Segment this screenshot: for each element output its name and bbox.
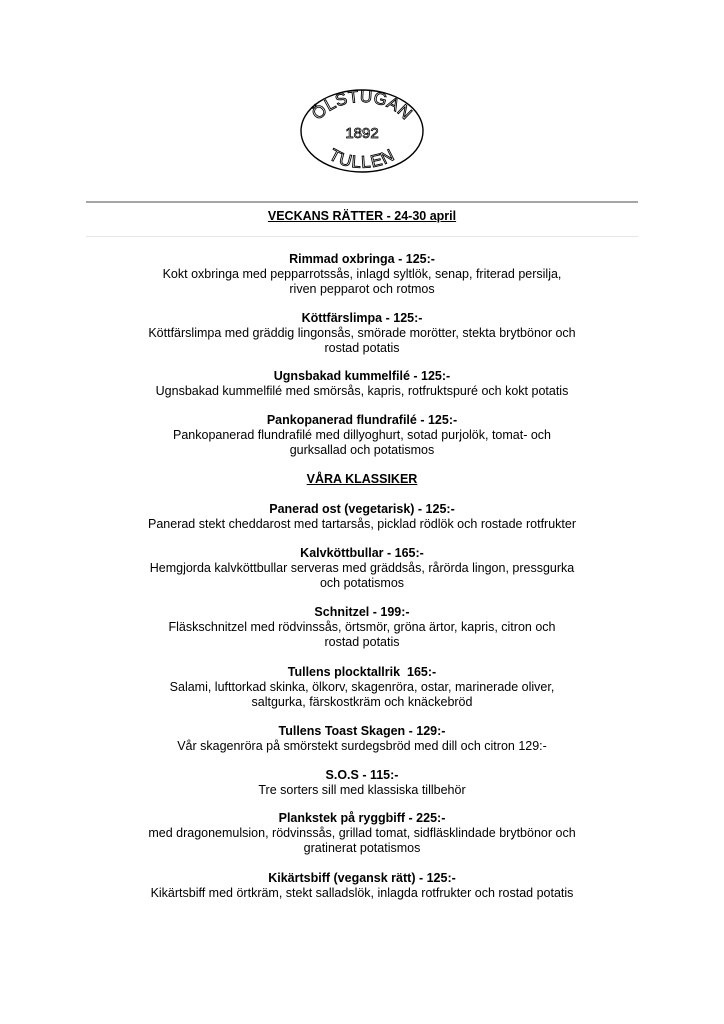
dish-price: - 225:- <box>405 811 446 825</box>
dish-description: Salami, lufttorkad skinka, ölkorv, skagenröra, ostar, marinerade oliver, <box>169 680 555 694</box>
dish-name: Tullens Toast Skagen <box>278 724 406 738</box>
menu-item <box>130 252 594 297</box>
dish-description: Kokt oxbringa med pepparrotssås, inlagd syltlök, senap, friterad persilja, <box>162 267 562 281</box>
dish-description: gurksallad och potatismos <box>289 443 435 457</box>
dish-description: Vår skagenröra på smörstekt surdegsbröd med dill och citron 129:- <box>177 739 547 753</box>
dish-price: - 125:- <box>415 871 456 885</box>
dish-description: saltgurka, färskostkräm och knäckebröd <box>251 695 473 709</box>
dish-description: Tre sorters sill med klassiska tillbehör <box>258 783 466 797</box>
dish-description: rostad potatis <box>324 341 400 355</box>
dish-title <box>130 871 594 886</box>
dish-description: med dragonemulsion, rödvinssås, grillad tomat, sidfläsklindade brytbönor och <box>148 826 576 840</box>
dish-name: Plankstek på ryggbiff <box>278 811 406 825</box>
dish-price: - 125:- <box>382 311 423 325</box>
menu-item <box>130 369 594 399</box>
logo-bottom-text: TULLEN <box>325 145 398 172</box>
dish-name: Rimmad oxbringa <box>289 252 395 266</box>
dish-title <box>130 413 594 428</box>
dish-description: gratinerat potatismos <box>303 841 421 855</box>
dish-price: - 165:- <box>383 546 424 560</box>
dish-price: - 115:- <box>358 768 399 782</box>
dish-name: Pankopanerad flundrafilé <box>266 413 417 427</box>
dish-title <box>130 811 594 826</box>
menu-item <box>130 665 594 710</box>
menu-item <box>130 311 594 356</box>
dish-name: S.O.S <box>325 768 359 782</box>
dish-description: riven pepparot och rotmos <box>289 282 435 296</box>
dish-description: Pankopanerad flundrafilé med dillyoghurt, sotad purjolök, tomat- och <box>173 428 551 442</box>
logo-seal <box>299 88 425 174</box>
dish-price: - 125:- <box>416 413 458 427</box>
dish-price: 165:- <box>400 665 437 679</box>
logo-top-text: ÖLSTUGAN <box>308 88 417 124</box>
dish-title <box>130 665 594 680</box>
dish-name: Kalvköttbullar <box>300 546 384 560</box>
classics-heading: VÅRA KLASSIKER <box>306 472 418 486</box>
menu-item <box>130 811 594 856</box>
restaurant-logo <box>299 88 425 174</box>
menu-item <box>130 605 594 650</box>
dish-price: - 199:- <box>369 605 410 619</box>
dish-name: Schnitzel <box>314 605 370 619</box>
dish-title <box>130 724 594 739</box>
dish-price: - 125:- <box>394 252 435 266</box>
dish-description: och potatismos <box>319 576 405 590</box>
dish-description: rostad potatis <box>324 635 400 649</box>
dish-price: - 125:- <box>409 369 451 383</box>
dish-title <box>130 502 594 517</box>
menu-item <box>130 413 594 458</box>
dish-name: Ugnsbakad kummelfilé <box>273 369 410 383</box>
menu-item <box>130 502 594 532</box>
dish-title <box>130 369 594 384</box>
menu-item <box>130 724 594 754</box>
dish-description: Kikärtsbiff med örtkräm, stekt salladslök, inlagda rotfrukter och rostad potatis <box>150 886 574 900</box>
weekly-heading: VECKANS RÄTTER - 24-30 april <box>267 209 457 223</box>
dish-title <box>130 605 594 620</box>
top-divider <box>86 201 638 203</box>
dish-name: Kikärtsbiff (vegansk rätt) <box>268 871 416 885</box>
dish-name: Tullens plocktallrik <box>287 665 401 679</box>
dish-name: Köttfärslimpa <box>301 311 383 325</box>
dish-name: Panerad ost (vegetarisk) <box>269 502 415 516</box>
dish-description: Panerad stekt cheddarost med tartarsås, picklad rödlök och rostade rotfrukter <box>148 517 576 531</box>
menu-item <box>130 546 594 591</box>
dish-title <box>130 311 594 326</box>
dish-description: Fläskschnitzel med rödvinssås, örtsmör, gröna ärtor, kapris, citron och <box>168 620 556 634</box>
dish-title <box>130 768 594 783</box>
dish-title <box>130 546 594 561</box>
dish-description: Ugnsbakad kummelfilé med smörsås, kapris, rotfruktspuré och kokt potatis <box>155 384 569 398</box>
thin-divider <box>86 236 638 237</box>
dish-description: Hemgjorda kalvköttbullar serveras med gräddsås, rårörda lingon, pressgurka <box>149 561 575 575</box>
dish-price: - 129:- <box>405 724 446 738</box>
dish-price: - 125:- <box>414 502 455 516</box>
menu-item <box>130 768 594 798</box>
dish-description: Köttfärslimpa med gräddig lingonsås, smörade morötter, stekta brytbönor och <box>148 326 576 340</box>
logo-year: 1892 <box>345 125 379 142</box>
dish-title <box>130 252 594 267</box>
menu-item <box>130 871 594 901</box>
